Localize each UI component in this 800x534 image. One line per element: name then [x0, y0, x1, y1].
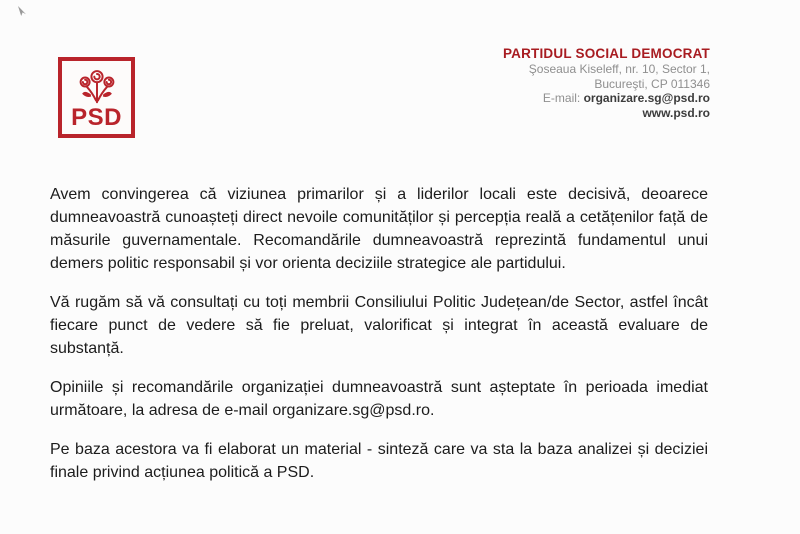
three-roses-icon [76, 69, 118, 105]
party-name: PARTIDUL SOCIAL DEMOCRAT [502, 46, 710, 61]
paragraph-1: Avem convingerea că viziunea primarilor și a liderilor locali este decisivă, deoarece dumneavoastră cunoașteți direct nevoile comunităților și percepția reală a cetățenilor față de măsurile guvernamentale. Recomandările dumneavoastră reprezintă fundamentul unui demers politic responsabil și vor orienta deciziile strategice ale partidului. [50, 186, 708, 272]
letterhead [503, 46, 710, 120]
website-url: www.psd.ro [642, 105, 710, 120]
email-line [503, 91, 710, 106]
psd-logo [58, 57, 135, 138]
paragraph-3: Opiniile și recomandările organizației dumneavoastră sunt așteptate în perioada imediat următoare, la adresa de e-mail organizare.sg@psd.ro. [50, 379, 708, 419]
mouse-cursor-icon [17, 6, 26, 18]
email-address: organizare.sg@psd.ro [583, 91, 710, 105]
letter-body [50, 183, 708, 500]
email-label: E-mail: [542, 91, 584, 105]
address-line-1: Şoseaua Kiseleff, nr. 10, Sector 1, [528, 62, 710, 76]
address-line-2: Bucureşti, CP 011346 [594, 76, 710, 91]
paragraph-2: Vă rugăm să vă consultați cu toți membrii Consiliului Politic Județean/de Sector, astfel încât fiecare punct de vedere să fie preluat, valorificat și integrat în această evaluare de substanță. [50, 294, 708, 357]
psd-logo-text: PSD [71, 103, 122, 131]
paragraph-4: Pe baza acestora va fi elaborat un material - sinteză care va sta la baza analizei și deciziei finale privind acțiunea politică a PSD. [50, 441, 708, 481]
